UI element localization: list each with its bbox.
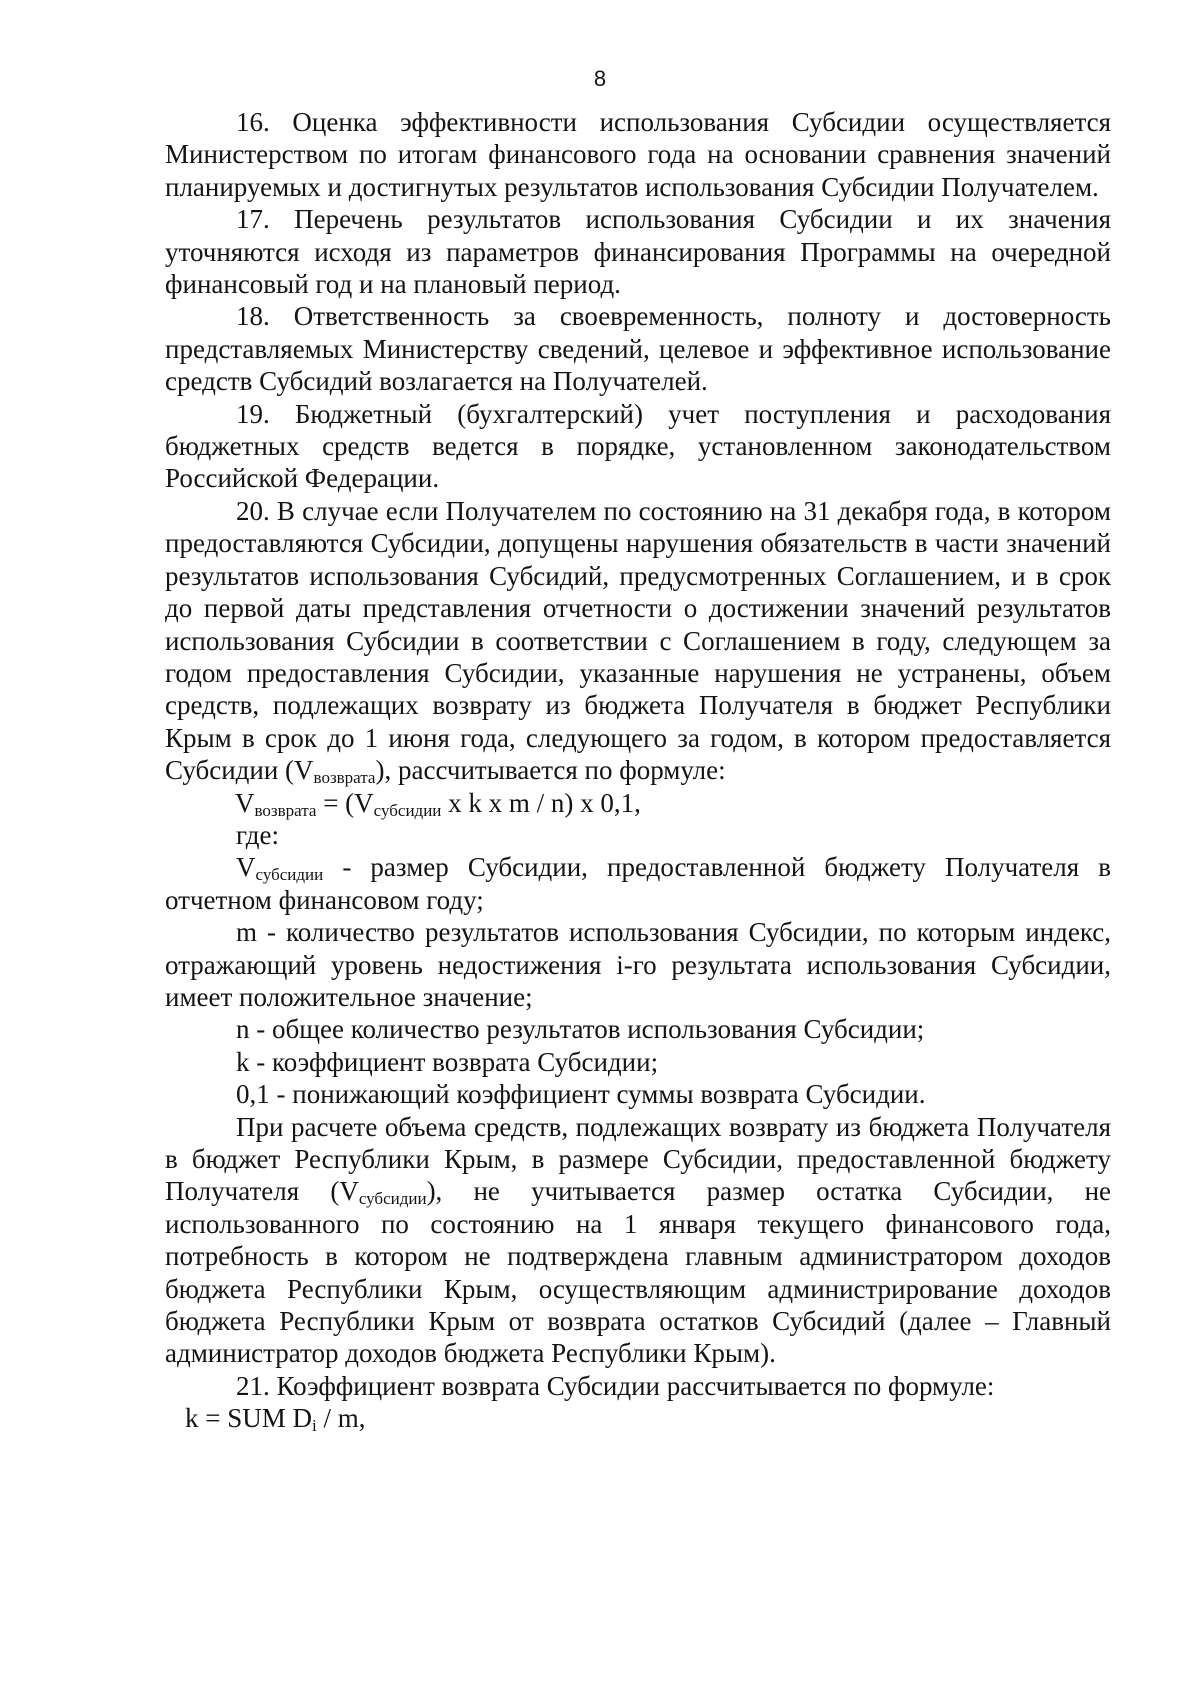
definition-n: n - общее количество результатов использования Субсидии; [236, 1014, 925, 1045]
formula-part: x k x m / n) x 0,1, [441, 787, 641, 818]
definition-k: k - коэффициент возврата Субсидии; [236, 1046, 659, 1077]
definition-m: m - количество результатов использования Субсидии, по которым индекс, отражающий уровень недостижения i-го результата использования Субсидии, имеет положительное значение; [165, 917, 1111, 1012]
paragraph-18: 18. Ответственность за своевременность, полноту и достоверность представляемых Министерству сведений, целевое и эффективное использование средств Субсидий возлагается на Получателей. [165, 301, 1111, 397]
paragraph-16: 16. Оценка эффективности использования Субсидии осуществляется Министерством по итогам финансового года на основании сравнения значений планируемых и достигнутых результатов использования Субсидии Получателем. [165, 107, 1111, 202]
paragraph-20-text: 20. В случае если Получателем по состоянию на 31 декабря года, в котором предоставляются Субсидии, допущены нарушения обязательств в части значений результатов использования Субсидий, предусмотренных Соглашением, и в срок до первой даты представления отчетности о достижении значений результатов использования Субсидии в соответствии с Соглашением в году, следующем за годом предоставления Субсидии, указанные нарушения не устранены, объем средств, подлежащих возврату из бюджета Получателя в бюджет Республики Крым в срок до 1 июня года, следующего за годом, в котором предоставляется Субсидии (V [165, 495, 1111, 786]
paragraph-calculation-text: При расчете объема средств, подлежащих возврату из бюджета Получателя в бюджет Республики Крым, в размере Субсидии, предоставленной бюджету Получателя (V [165, 1111, 1111, 1207]
where-label: где: [236, 819, 279, 850]
paragraph-calculation [165, 1111, 1111, 1370]
subscript: субсидии [358, 1189, 427, 1209]
subscript: возврата [313, 768, 376, 788]
paragraph-calculation-text-end: ), не учитывается размер остатка Субсидии, не использованного по состоянию на 1 января текущего финансового года, потребность в котором не подтверждена главным администратором доходов бюджета Республики Крым, осуществляющим администрирование доходов бюджета Республики Крым от возврата остатков Субсидий (далее – Главный администратор доходов бюджета Республики Крым). [165, 1176, 1111, 1369]
paragraph-17: 17. Перечень результатов использования Субсидии и их значения уточняются исходя из параметров финансирования Программы на очередной финансовый год и на плановый период. [165, 204, 1111, 300]
page-number: 8 [593, 66, 607, 91]
formula-return-coefficient [165, 1402, 1111, 1434]
formula-part: / m, [316, 1403, 366, 1434]
definition-text: - размер Субсидии, предоставленной бюджету Получателя в отчетном финансовом году; [165, 852, 1111, 915]
formula-part: = (V [316, 787, 374, 818]
paragraph-20 [165, 495, 1111, 787]
paragraph-19: 19. Бюджетный (бухгалтерский) учет поступления и расходования бюджетных средств ведется в порядке, установленном законодательством Российской Федерации. [165, 398, 1111, 494]
document-body [165, 106, 1111, 1435]
subscript: i [312, 1416, 317, 1436]
formula-part: k = SUM D [185, 1403, 312, 1434]
subscript: субсидии [255, 865, 324, 885]
paragraph-21: 21. Коэффициент возврата Субсидии рассчитывается по формуле: [236, 1370, 995, 1401]
formula-part: V [235, 787, 255, 818]
subscript: возврата [254, 800, 317, 820]
subscript: субсидии [373, 800, 442, 820]
formula-return-volume [165, 787, 1111, 819]
definition-symbol: V [236, 852, 256, 883]
paragraph-20-text-end: ), рассчитывается по формуле: [375, 755, 726, 786]
definition-coefficient: 0,1 - понижающий коэффициент суммы возврата Субсидии. [236, 1079, 926, 1110]
definition-v-subsidy [165, 851, 1111, 916]
